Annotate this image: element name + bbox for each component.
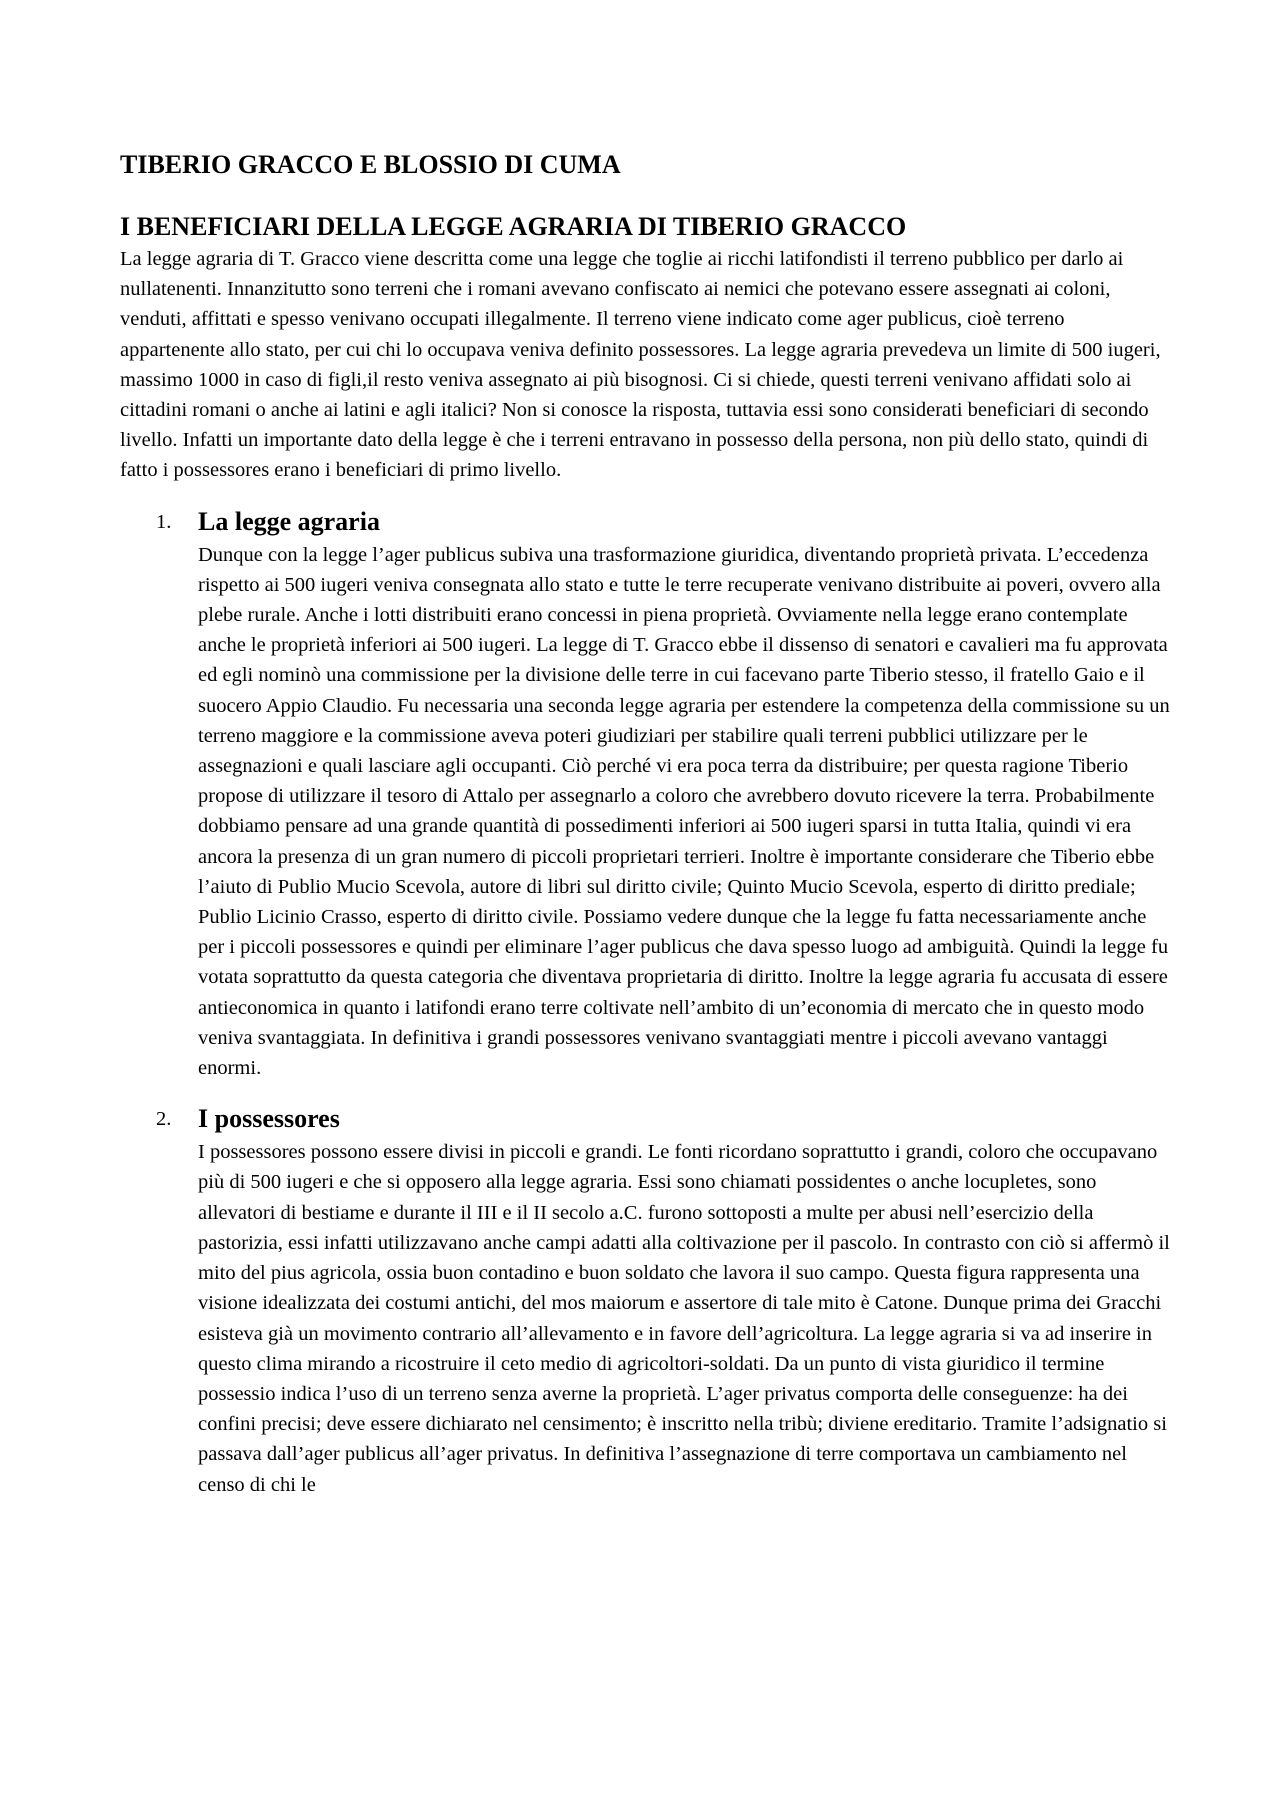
section-legge-agraria <box>120 504 1170 1084</box>
section-heading: La legge agraria <box>198 506 380 536</box>
intro-paragraph: La legge agraria di T. Gracco viene descritta come una legge che toglie ai ricchi latifondisti il terreno pubblico per darlo ai nullatenenti. Innanzitutto sono terreni che i romani avevano confiscato ai nemici che potevano essere assegnati ai coloni, venduti, affittati e spesso venivano occupati illegalmente. Il terreno viene indicato come ager publicus, cioè terreno appartenente allo stato, per cui chi lo occupava veniva definito possessores. La legge agraria prevedeva un limite di 500 iugeri, massimo 1000 in caso di figli,il resto veniva assegnato ai più bisognosi. Ci si chiede, questi terreni venivano affidati solo ai cittadini romani o anche ai latini e agli italici? Non si conosce la risposta, tuttavia essi sono considerati beneficiari di secondo livello. Infatti un importante dato della legge è che i terreni entravano in possesso della persona, non più dello stato, quindi di fatto i possessores erano i beneficiari di primo livello. <box>120 248 1161 482</box>
document-page <box>120 148 1170 1500</box>
section-number: 1. <box>156 510 172 533</box>
section-possessores <box>120 1101 1170 1499</box>
section-heading: I possessores <box>198 1104 340 1134</box>
document-subtitle: I BENEFICIARI DELLA LEGGE AGRARIA DI TIBERIO GRACCO <box>120 212 907 241</box>
section-paragraph: I possessores possono essere divisi in piccoli e grandi. Le fonti ricordano soprattutto i grandi, coloro che occupavano più di 500 iugeri e che si opposero alla legge agraria. Essi sono chiamati possidentes o anche locupletes, sono allevatori di bestiame e durante il III e il II secolo a.C. furono sottoposti a multe per abusi nell’esercizio della pastorizia, essi infatti utilizzavano anche campi adatti alla coltivazione per il pascolo. In contrasto con ciò si affermò il mito del pius agricola, ossia buon contadino e buon soldato che lavora il suo campo. Questa figura rappresenta una visione idealizzata dei costumi antichi, del mos maiorum e assertore di tale mito è Catone. Dunque prima dei Gracchi esisteva già un movimento contrario all’allevamento e in favore dell’agricoltura. La legge agraria si va ad inserire in questo clima mirando a ricostruire il ceto medio di agricoltori-soldati. Da un punto di vista giuridico il termine possessio indica l’uso di un terreno senza averne la proprietà. L’ager privatus comporta delle conseguenze: ha dei confini precisi; deve essere dichiarato nel censimento; è inscritto nella tribù; diviene ereditario. Tramite l’adsignatio si passava dall’ager publicus all’ager privatus. In definitiva l’assegnazione di terre comportava un cambiamento nel censo di chi le <box>198 1141 1170 1496</box>
document-title: TIBERIO GRACCO E BLOSSIO DI CUMA <box>120 150 621 179</box>
section-paragraph: Dunque con la legge l’ager publicus subiva una trasformazione giuridica, diventando proprietà privata. L’eccedenza rispetto ai 500 iugeri veniva consegnata allo stato e tutte le terre recuperate venivano distribuite ai poveri, ovvero alla plebe rurale. Anche i lotti distribuiti erano concessi in piena proprietà. Ovviamente nella legge erano contemplate anche le proprietà inferiori ai 500 iugeri. La legge di T. Gracco ebbe il dissenso di senatori e cavalieri ma fu approvata ed egli nominò una commissione per la divisione delle terre in cui facevano parte Tiberio stesso, il fratello Gaio e il suocero Appio Claudio. Fu necessaria una seconda legge agraria per estendere la competenza della commissione su un terreno maggiore e la commissione aveva poteri giudiziari per stabilire quali terreni pubblici utilizzare per le assegnazioni e quali lasciare agli occupanti. Ciò perché vi era poca terra da distribuire; per questa ragione Tiberio propose di utilizzare il tesoro di Attalo per assegnarlo a coloro che avrebbero dovuto ricevere la terra. Probabilmente dobbiamo pensare ad una grande quantità di possedimenti inferiori ai 500 iugeri sparsi in tutta Italia, quindi vi era ancora la presenza di un gran numero di piccoli proprietari terrieri. Inoltre è importante considerare che Tiberio ebbe l’aiuto di Publio Mucio Scevola, autore di libri sul diritto civile; Quinto Mucio Scevola, esperto di diritto prediale; Publio Licinio Crasso, esperto di diritto civile. Possiamo vedere dunque che la legge fu fatta necessariamente anche per i piccoli possessores e quindi per eliminare l’ager publicus che dava spesso luogo ad ambiguità. Quindi la legge fu votata soprattutto da questa categoria che diventava proprietaria di diritto. Inoltre la legge agraria fu accusata di essere antieconomica in quanto i latifondi erano terre coltivate nell’ambito di un’economia di mercato che in questo modo veniva svantaggiata. In definitiva i grandi possessores venivano svantaggiati mentre i piccoli avevano vantaggi enormi. <box>198 543 1170 1080</box>
section-number: 2. <box>156 1108 172 1131</box>
